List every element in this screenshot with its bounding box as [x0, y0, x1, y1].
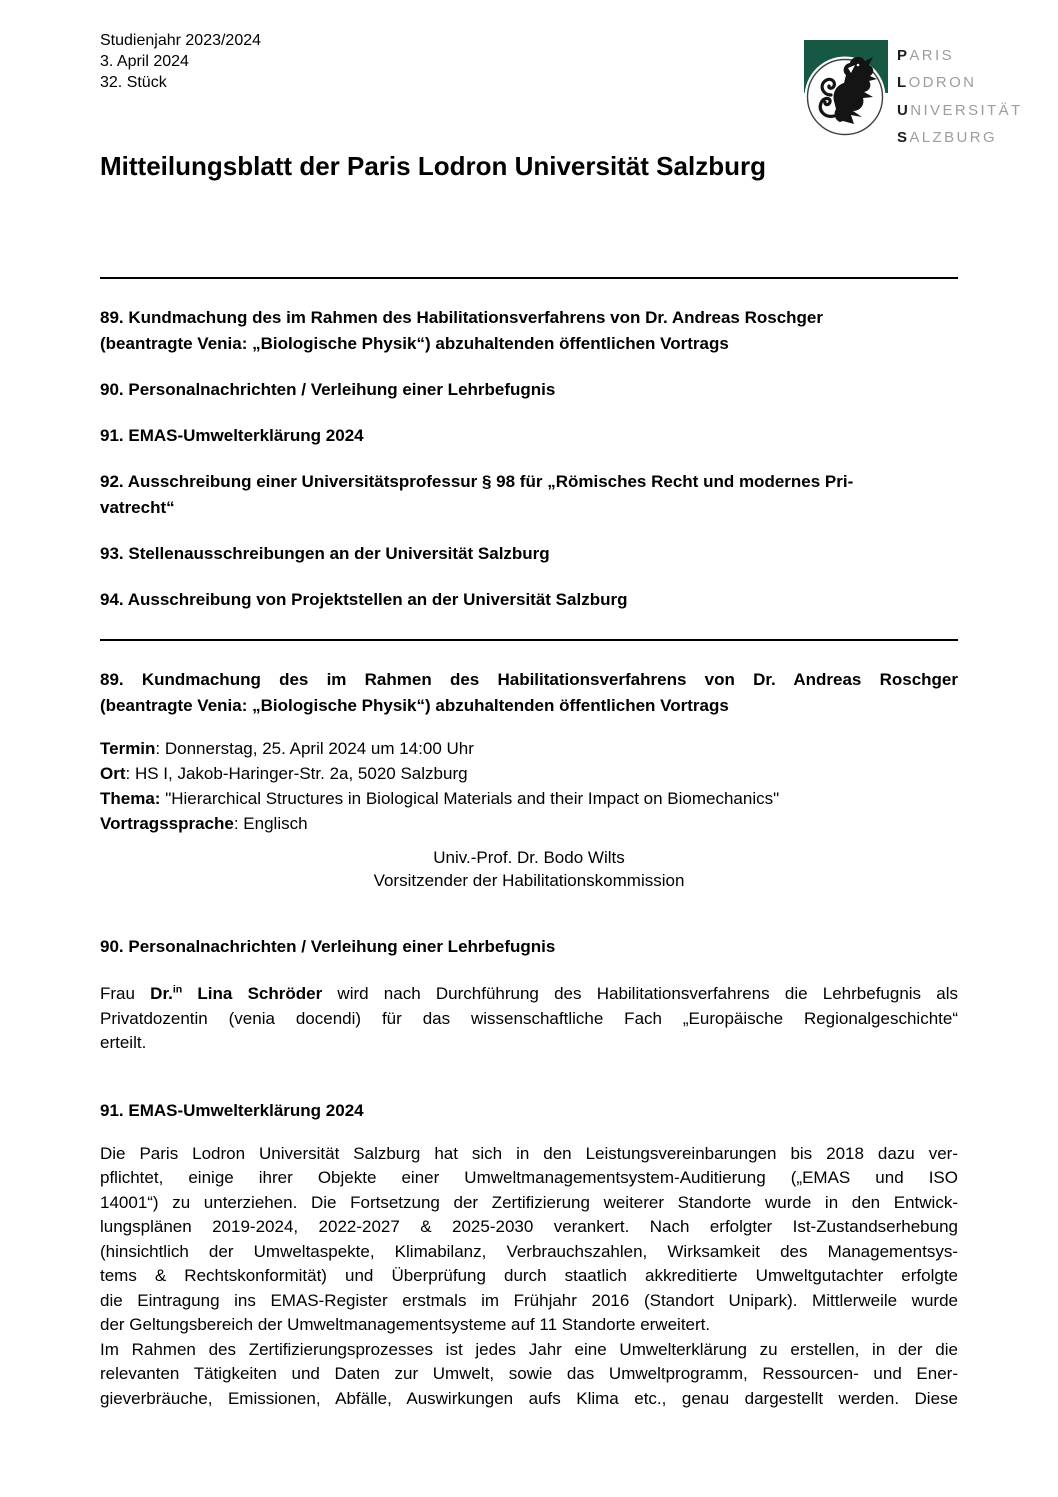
section-91-paragraph — [100, 1142, 958, 1412]
text-line: Privatdozentin (venia docendi) für das wissenschaftliche Fach „Europäische Regionalgeschichte“ — [100, 1008, 958, 1028]
toc-entry — [100, 587, 958, 613]
issue-line: 32. Stück — [100, 74, 167, 91]
wordmark-row: LODRON — [897, 74, 977, 92]
section-90-paragraph — [100, 982, 958, 1056]
detail-row: Termin: Donnerstag, 25. April 2024 um 14:00 Uhr — [100, 739, 474, 758]
wordmark-row: SALZBURG — [897, 129, 998, 147]
text-line: vatrecht“ — [100, 498, 175, 517]
text-line: 14001“) zu unterziehen. Die Fortsetzung der Zertifizierung weiterer Standorte wurde in den Entwick- — [100, 1192, 958, 1212]
section-89-details — [100, 736, 958, 836]
plus-logo — [804, 40, 1023, 152]
plus-crest-icon — [804, 40, 888, 137]
text-line: (beantragte Venia: „Biologische Physik“) abzuhaltenden öffentlichen Vortrags — [100, 696, 729, 715]
divider-top — [100, 277, 958, 279]
text-line: 92. Ausschreibung einer Universitätsprofessur § 98 für „Römisches Recht und modernes Pri- — [100, 472, 854, 491]
date-line: 3. April 2024 — [100, 53, 189, 70]
divider-after-toc — [100, 639, 958, 641]
text-line: (beantragte Venia: „Biologische Physik“) abzuhaltenden öffentlichen Vortrags — [100, 334, 729, 353]
toc-entry — [100, 423, 958, 449]
section-90-heading: 90. Personalnachrichten / Verleihung einer Lehrbefugnis — [100, 937, 556, 956]
text-line: 90. Personalnachrichten / Verleihung einer Lehrbefugnis — [100, 380, 556, 399]
wordmark-row: PARIS — [897, 47, 955, 64]
signature-name: Univ.-Prof. Dr. Bodo Wilts — [433, 848, 625, 867]
studienjahr-line: Studienjahr 2023/2024 — [100, 32, 262, 49]
text-line: erteilt. — [100, 1033, 147, 1052]
page-title: Mitteilungsblatt der Paris Lodron Universität Salzburg — [100, 151, 766, 181]
text-line: Im Rahmen des Zertifizierungsprozesses ist jedes Jahr eine Umwelterklärung zu erstellen, in der die — [100, 1339, 958, 1359]
text-line: tems & Rechtskonformität) und Überprüfung durch staatlich akkreditierte Umweltgutachter erfolgte — [100, 1266, 958, 1285]
text-line: gieverbräuche, Emissionen, Abfälle, Auswirkungen aufs Klima etc., genau dargestellt werden. Diese — [100, 1388, 958, 1408]
text-line: pflichtet, einige ihrer Objekte einer Umweltmanagementsystem-Auditierung („EMAS und ISO — [100, 1168, 958, 1187]
text-line: 89. Kundmachung des im Rahmen des Habilitationsverfahrens von Dr. Andreas Roschger — [100, 308, 823, 327]
toc-entry — [100, 541, 958, 567]
text-line: 89. Kundmachung des im Rahmen des Habilitationsverfahrens von Dr. Andreas Roschger — [100, 670, 958, 689]
section-91 — [100, 1098, 958, 1412]
plus-wordmark — [897, 42, 1023, 152]
text-line: Die Paris Lodron Universität Salzburg hat sich in den Leistungsvereinbarungen bis 2018 dazu ver- — [100, 1143, 958, 1163]
text-line: 93. Stellenausschreibungen an der Universität Salzburg — [100, 544, 550, 563]
text-line: der Geltungsbereich der Umweltmanagementsysteme auf 11 Standorte erweitert. — [100, 1315, 711, 1334]
text-line: (hinsichtlich der Umweltaspekte, Klimabilanz, Verbrauchszahlen, Wirksamkeit des Managementsys- — [100, 1241, 958, 1261]
section-91-heading: 91. EMAS-Umwelterklärung 2024 — [100, 1100, 364, 1120]
detail-row: Vortragssprache: Englisch — [100, 814, 308, 833]
text-line: Frau Dr.$^{in}$ Lina Schröder wird nach Durchführung des Habilitationsverfahrens die Lehrbefugnis als — [100, 983, 958, 1003]
section-90 — [100, 934, 958, 1056]
table-of-contents — [100, 305, 958, 613]
toc-entry — [100, 305, 958, 357]
toc-entry — [100, 377, 958, 403]
signature-role: Vorsitzender der Habilitationskommission — [373, 871, 685, 890]
wordmark-row: UNIVERSITÄT — [897, 101, 1023, 119]
text-line: relevanten Tätigkeiten und Daten zur Umwelt, sowie das Umweltprogramm, Ressourcen- und Ener- — [100, 1364, 958, 1383]
section-89-heading — [100, 667, 958, 719]
text-line: 91. EMAS-Umwelterklärung 2024 — [100, 426, 364, 445]
signature-block — [100, 846, 958, 892]
text-line: lungsplänen 2019-2024, 2022-2027 & 2025-2030 verankert. Nach erfolgter Ist-Zustandserhebung — [100, 1217, 958, 1236]
detail-row: Thema: "Hierarchical Structures in Biological Materials and their Impact on Biomechanics" — [100, 789, 780, 808]
toc-entry — [100, 469, 958, 521]
detail-row: Ort: HS I, Jakob-Haringer-Str. 2a, 5020 Salzburg — [100, 764, 468, 783]
text-line: die Eintragung ins EMAS-Register erstmals im Frühjahr 2016 (Standort Unipark). Mittlerweile wurde — [100, 1290, 958, 1310]
section-89 — [100, 667, 958, 892]
text-line: 94. Ausschreibung von Projektstellen an der Universität Salzburg — [100, 590, 628, 609]
